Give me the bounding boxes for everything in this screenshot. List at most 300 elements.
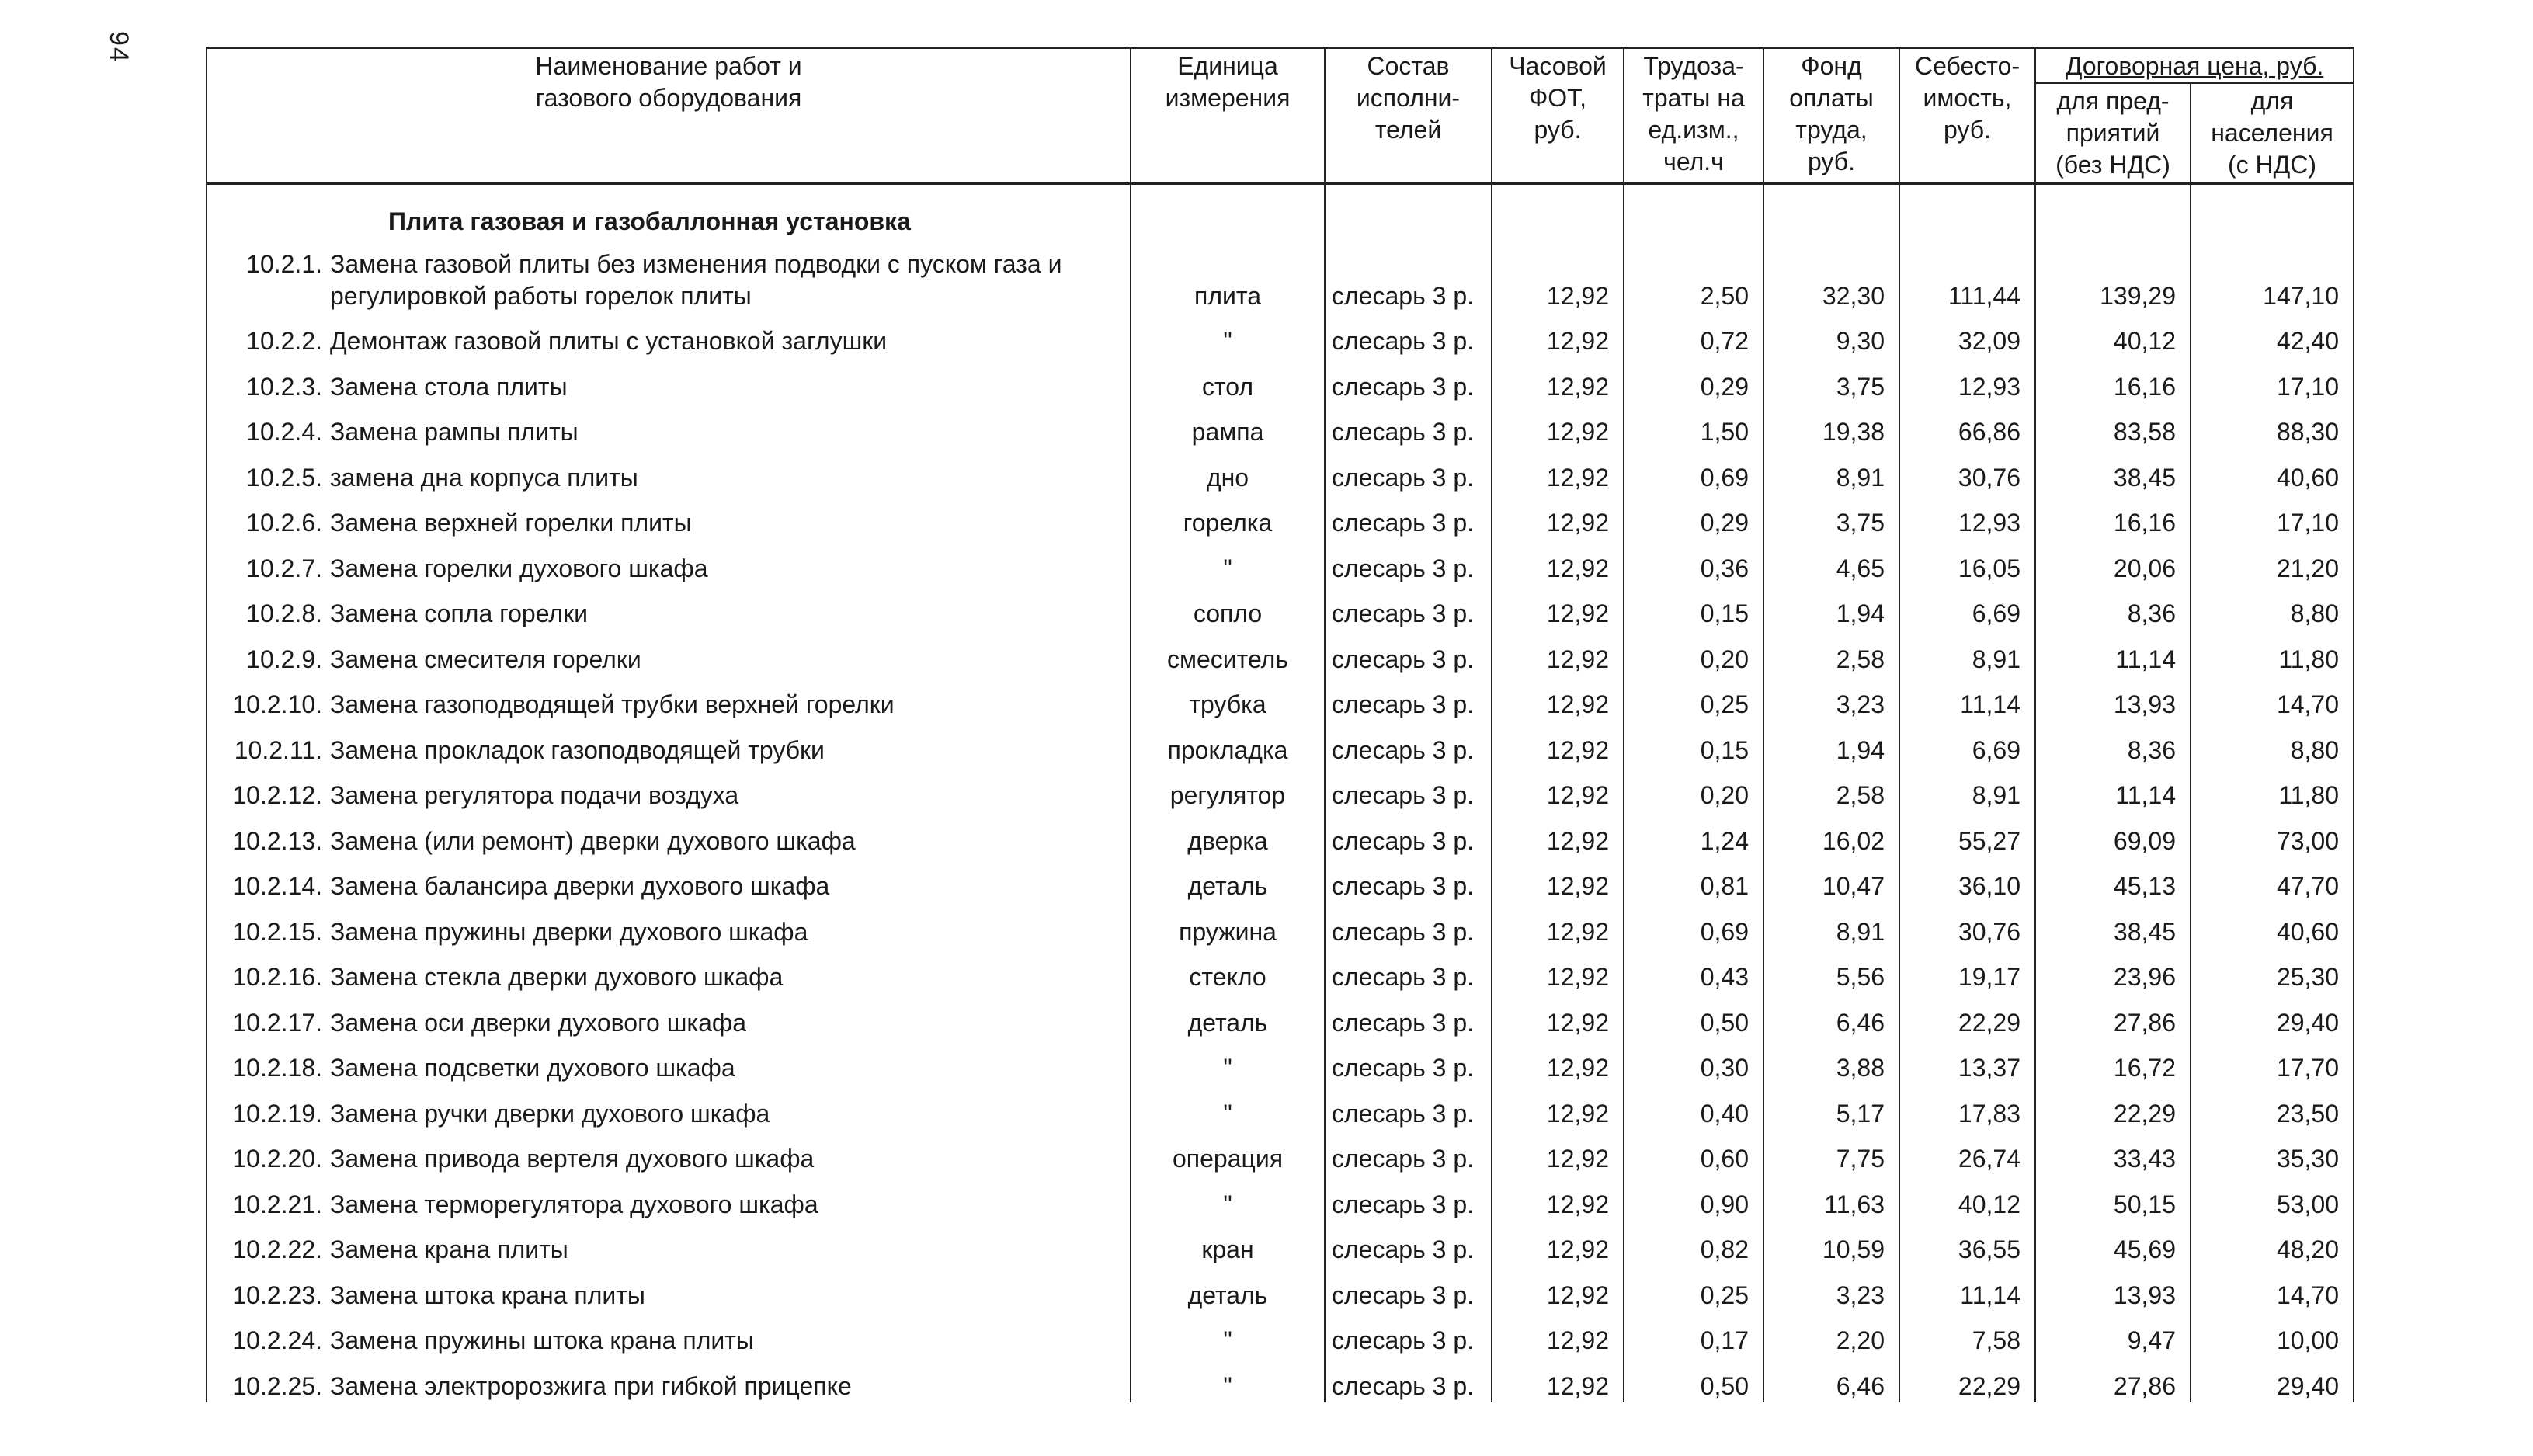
staff-cell: слесарь 3 р. (1325, 857, 1492, 903)
unit-cell: деталь (1131, 1266, 1325, 1312)
table-row (207, 948, 2354, 994)
wage-fund-cell: 1,94 (1763, 585, 1899, 631)
staff-cell: слесарь 3 р. (1325, 1221, 1492, 1267)
wage-fund-cell: 3,88 (1763, 1039, 1899, 1085)
work-name-cell (207, 403, 1131, 449)
unit-cell: плита (1131, 245, 1325, 312)
item-code: 10.2.22. (232, 1235, 322, 1264)
item-code: 10.2.4. (246, 418, 322, 447)
staff-cell: слесарь 3 р. (1325, 948, 1492, 994)
item-description: замена дна корпуса плиты (330, 463, 638, 492)
staff-cell: слесарь 3 р. (1325, 1266, 1492, 1312)
item-description: Замена (или ремонт) дверки духового шкафа (330, 826, 856, 855)
unit-cell: операция (1131, 1130, 1325, 1176)
item-code: 10.2.14. (232, 872, 322, 901)
staff-cell: слесарь 3 р. (1325, 245, 1492, 312)
section-title: Плита газовая и газобаллонная установка (388, 207, 911, 236)
price-table-container (206, 47, 2353, 1402)
hourly-rate-cell: 12,92 (1492, 1357, 1624, 1402)
price-enterprise-cell: 16,72 (2035, 1039, 2191, 1085)
item-code: 10.2.19. (232, 1099, 322, 1128)
cost-cell: 11,14 (1899, 1266, 2035, 1312)
header-rate (1492, 48, 1624, 184)
work-name-cell (207, 902, 1131, 948)
price-enterprise-cell: 23,96 (2035, 948, 2191, 994)
work-name-cell (207, 494, 1131, 540)
item-code: 10.2.13. (232, 826, 322, 855)
wage-fund-cell: 5,56 (1763, 948, 1899, 994)
item-description: Замена балансира дверки духового шкафа (330, 872, 830, 901)
labor-cell: 0,30 (1624, 1039, 1763, 1085)
table-row (207, 902, 2354, 948)
cost-cell: 12,93 (1899, 494, 2035, 540)
staff-cell: слесарь 3 р. (1325, 494, 1492, 540)
work-name-cell (207, 585, 1131, 631)
hourly-rate-cell: 12,92 (1492, 766, 1624, 812)
item-code: 10.2.24. (232, 1326, 322, 1355)
price-enterprise-cell: 20,06 (2035, 539, 2191, 585)
wage-fund-cell: 9,30 (1763, 312, 1899, 358)
labor-cell: 0,29 (1624, 357, 1763, 403)
table-row (207, 811, 2354, 857)
cost-cell: 12,93 (1899, 357, 2035, 403)
price-enterprise-cell: 38,45 (2035, 902, 2191, 948)
work-name-cell (207, 539, 1131, 585)
unit-cell: деталь (1131, 993, 1325, 1039)
cost-cell: 30,76 (1899, 902, 2035, 948)
item-code: 10.2.7. (246, 554, 322, 582)
staff-cell: слесарь 3 р. (1325, 448, 1492, 494)
item-code: 10.2.12. (232, 781, 322, 810)
hourly-rate-cell: 12,92 (1492, 811, 1624, 857)
hourly-rate-cell: 12,92 (1492, 312, 1624, 358)
price-enterprise-cell: 38,45 (2035, 448, 2191, 494)
header-staff-label: Состав исполни-телей (1356, 52, 1461, 144)
table-header (207, 48, 2354, 184)
labor-cell: 0,17 (1624, 1312, 1763, 1357)
hourly-rate-cell: 12,92 (1492, 448, 1624, 494)
hourly-rate-cell: 12,92 (1492, 1084, 1624, 1130)
labor-cell: 0,25 (1624, 676, 1763, 721)
price-population-cell: 11,80 (2191, 630, 2354, 676)
price-population-cell: 29,40 (2191, 1357, 2354, 1402)
staff-cell: слесарь 3 р. (1325, 403, 1492, 449)
price-enterprise-cell: 27,86 (2035, 1357, 2191, 1402)
work-name-cell (207, 676, 1131, 721)
cost-cell: 6,69 (1899, 721, 2035, 766)
price-population-cell: 17,10 (2191, 357, 2354, 403)
cost-cell: 7,58 (1899, 1312, 2035, 1357)
cost-cell: 8,91 (1899, 630, 2035, 676)
header-price-enterprise (2035, 83, 2191, 183)
price-enterprise-cell: 13,93 (2035, 676, 2191, 721)
price-enterprise-cell: 83,58 (2035, 403, 2191, 449)
wage-fund-cell: 10,47 (1763, 857, 1899, 903)
price-population-cell: 25,30 (2191, 948, 2354, 994)
table-row (207, 585, 2354, 631)
unit-cell: прокладка (1131, 721, 1325, 766)
item-description: Замена привода вертеля духового шкафа (330, 1145, 815, 1173)
unit-cell: " (1131, 1039, 1325, 1085)
table-row (207, 1221, 2354, 1267)
work-name-cell (207, 1130, 1131, 1176)
staff-cell: слесарь 3 р. (1325, 585, 1492, 631)
price-enterprise-cell: 45,13 (2035, 857, 2191, 903)
hourly-rate-cell: 12,92 (1492, 902, 1624, 948)
labor-cell: 0,40 (1624, 1084, 1763, 1130)
cost-cell: 26,74 (1899, 1130, 2035, 1176)
unit-cell: " (1131, 1357, 1325, 1402)
item-description: Замена пружины дверки духового шкафа (330, 917, 808, 946)
price-population-cell: 17,10 (2191, 494, 2354, 540)
hourly-rate-cell: 12,92 (1492, 1312, 1624, 1357)
item-code: 10.2.18. (232, 1054, 322, 1082)
unit-cell: " (1131, 1312, 1325, 1357)
item-description: Замена электророзжига при гибкой прицепке (330, 1371, 852, 1400)
header-fund (1763, 48, 1899, 184)
header-fund-label: Фонд оплаты труда, руб. (1789, 52, 1874, 175)
work-name-cell (207, 1221, 1131, 1267)
labor-cell: 0,15 (1624, 585, 1763, 631)
labor-cell: 0,25 (1624, 1266, 1763, 1312)
price-enterprise-cell: 45,69 (2035, 1221, 2191, 1267)
unit-cell: стекло (1131, 948, 1325, 994)
header-price-population-label: для населения (с НДС) (2211, 86, 2333, 179)
header-price-group: Договорная цена, руб. (2035, 48, 2354, 83)
table-row (207, 1130, 2354, 1176)
staff-cell: слесарь 3 р. (1325, 721, 1492, 766)
staff-cell: слесарь 3 р. (1325, 1130, 1492, 1176)
hourly-rate-cell: 12,92 (1492, 1039, 1624, 1085)
price-population-cell: 42,40 (2191, 312, 2354, 358)
section-title-cell (207, 183, 1131, 245)
price-population-cell: 23,50 (2191, 1084, 2354, 1130)
price-population-cell: 14,70 (2191, 1266, 2354, 1312)
price-enterprise-cell: 13,93 (2035, 1266, 2191, 1312)
table-row (207, 676, 2354, 721)
table-row (207, 245, 2354, 312)
unit-cell: стол (1131, 357, 1325, 403)
item-description: Замена стекла дверки духового шкафа (330, 963, 784, 992)
price-enterprise-cell: 11,14 (2035, 630, 2191, 676)
table-row (207, 539, 2354, 585)
work-name-cell (207, 630, 1131, 676)
price-population-cell: 73,00 (2191, 811, 2354, 857)
staff-cell: слесарь 3 р. (1325, 357, 1492, 403)
price-population-cell: 29,40 (2191, 993, 2354, 1039)
header-labor (1624, 48, 1763, 184)
price-enterprise-cell: 33,43 (2035, 1130, 2191, 1176)
cost-cell: 30,76 (1899, 448, 2035, 494)
labor-cell: 0,82 (1624, 1221, 1763, 1267)
wage-fund-cell: 6,46 (1763, 1357, 1899, 1402)
item-code: 10.2.10. (232, 690, 322, 719)
hourly-rate-cell: 12,92 (1492, 539, 1624, 585)
header-name-label: Наименование работ и газового оборудования (535, 52, 802, 112)
wage-fund-cell: 1,94 (1763, 721, 1899, 766)
work-name-cell (207, 811, 1131, 857)
wage-fund-cell: 10,59 (1763, 1221, 1899, 1267)
cost-cell: 66,86 (1899, 403, 2035, 449)
cost-cell: 55,27 (1899, 811, 2035, 857)
labor-cell: 0,50 (1624, 993, 1763, 1039)
cost-cell: 22,29 (1899, 993, 2035, 1039)
table-row (207, 494, 2354, 540)
hourly-rate-cell: 12,92 (1492, 948, 1624, 994)
work-name-cell (207, 245, 1131, 312)
unit-cell: горелка (1131, 494, 1325, 540)
labor-cell: 0,81 (1624, 857, 1763, 903)
header-cost-label: Себесто-имость, руб. (1914, 52, 2020, 144)
price-population-cell: 10,00 (2191, 1312, 2354, 1357)
work-name-cell (207, 448, 1131, 494)
table-row (207, 1312, 2354, 1357)
item-description: Замена газоподводящей трубки верхней горелки (330, 690, 895, 719)
header-price-enterprise-label: для пред-приятий (без НДС) (2055, 86, 2170, 179)
table-row (207, 403, 2354, 449)
wage-fund-cell: 3,23 (1763, 1266, 1899, 1312)
table-row (207, 1266, 2354, 1312)
item-description: Замена сопла горелки (330, 599, 588, 628)
table-row (207, 630, 2354, 676)
section-cell (1492, 183, 1624, 245)
unit-cell: регулятор (1131, 766, 1325, 812)
hourly-rate-cell: 12,92 (1492, 676, 1624, 721)
wage-fund-cell: 19,38 (1763, 403, 1899, 449)
work-name-cell (207, 1039, 1131, 1085)
item-code: 10.2.1. (246, 249, 322, 278)
header-name (207, 48, 1131, 184)
price-population-cell: 40,60 (2191, 448, 2354, 494)
staff-cell: слесарь 3 р. (1325, 811, 1492, 857)
cost-cell: 111,44 (1899, 245, 2035, 312)
item-code: 10.2.15. (232, 917, 322, 946)
unit-cell: " (1131, 539, 1325, 585)
section-cell (2035, 183, 2191, 245)
work-name-cell (207, 357, 1131, 403)
header-unit-label: Единица измерения (1165, 52, 1291, 112)
unit-cell: рампа (1131, 403, 1325, 449)
labor-cell: 0,20 (1624, 630, 1763, 676)
unit-cell: кран (1131, 1221, 1325, 1267)
price-population-cell: 11,80 (2191, 766, 2354, 812)
table-row (207, 721, 2354, 766)
item-code: 10.2.9. (246, 645, 322, 673)
labor-cell: 2,50 (1624, 245, 1763, 312)
staff-cell: слесарь 3 р. (1325, 1039, 1492, 1085)
item-code: 10.2.23. (232, 1281, 322, 1309)
header-labor-label: Трудоза-траты на ед.изм., чел.ч (1642, 52, 1745, 175)
wage-fund-cell: 7,75 (1763, 1130, 1899, 1176)
item-description: Замена рампы плиты (330, 418, 579, 447)
work-name-cell (207, 1175, 1131, 1221)
wage-fund-cell: 5,17 (1763, 1084, 1899, 1130)
wage-fund-cell: 32,30 (1763, 245, 1899, 312)
wage-fund-cell: 3,75 (1763, 357, 1899, 403)
section-cell (1131, 183, 1325, 245)
table-row (207, 1084, 2354, 1130)
staff-cell: слесарь 3 р. (1325, 1084, 1492, 1130)
staff-cell: слесарь 3 р. (1325, 1175, 1492, 1221)
section-cell (1325, 183, 1492, 245)
unit-cell: смеситель (1131, 630, 1325, 676)
unit-cell: " (1131, 312, 1325, 358)
wage-fund-cell: 11,63 (1763, 1175, 1899, 1221)
cost-cell: 11,14 (1899, 676, 2035, 721)
staff-cell: слесарь 3 р. (1325, 630, 1492, 676)
item-description: Замена оси дверки духового шкафа (330, 1008, 747, 1037)
header-unit (1131, 48, 1325, 184)
wage-fund-cell: 2,20 (1763, 1312, 1899, 1357)
item-description: Замена верхней горелки плиты (330, 509, 692, 537)
wage-fund-cell: 2,58 (1763, 630, 1899, 676)
labor-cell: 0,72 (1624, 312, 1763, 358)
cost-cell: 19,17 (1899, 948, 2035, 994)
item-description: Замена крана плиты (330, 1235, 568, 1264)
section-cell (1624, 183, 1763, 245)
labor-cell: 0,43 (1624, 948, 1763, 994)
hourly-rate-cell: 12,92 (1492, 857, 1624, 903)
item-code: 10.2.11. (234, 735, 322, 764)
price-population-cell: 17,70 (2191, 1039, 2354, 1085)
staff-cell: слесарь 3 р. (1325, 676, 1492, 721)
item-description: Замена регулятора подачи воздуха (330, 781, 739, 810)
cost-cell: 16,05 (1899, 539, 2035, 585)
hourly-rate-cell: 12,92 (1492, 1130, 1624, 1176)
table-row (207, 1357, 2354, 1402)
table-row (207, 993, 2354, 1039)
item-description: Замена штока крана плиты (330, 1281, 645, 1309)
labor-cell: 0,60 (1624, 1130, 1763, 1176)
table-row (207, 857, 2354, 903)
work-name-cell (207, 857, 1131, 903)
labor-cell: 1,24 (1624, 811, 1763, 857)
price-enterprise-cell: 69,09 (2035, 811, 2191, 857)
labor-cell: 0,69 (1624, 448, 1763, 494)
wage-fund-cell: 8,91 (1763, 902, 1899, 948)
item-code: 10.2.2. (246, 327, 322, 356)
labor-cell: 0,15 (1624, 721, 1763, 766)
hourly-rate-cell: 12,92 (1492, 403, 1624, 449)
item-description: Замена газовой плиты без изменения подводки с пуском газа и регулировкой работы горелок плиты (330, 249, 1062, 310)
work-name-cell (207, 1357, 1131, 1402)
table-row (207, 766, 2354, 812)
price-population-cell: 8,80 (2191, 585, 2354, 631)
cost-cell: 13,37 (1899, 1039, 2035, 1085)
price-enterprise-cell: 8,36 (2035, 585, 2191, 631)
hourly-rate-cell: 12,92 (1492, 1221, 1624, 1267)
item-code: 10.2.5. (246, 463, 322, 492)
item-description: Замена пружины штока крана плиты (330, 1326, 754, 1355)
price-population-cell: 48,20 (2191, 1221, 2354, 1267)
price-enterprise-cell: 50,15 (2035, 1175, 2191, 1221)
wage-fund-cell: 6,46 (1763, 993, 1899, 1039)
hourly-rate-cell: 12,92 (1492, 585, 1624, 631)
work-name-cell (207, 721, 1131, 766)
wage-fund-cell: 4,65 (1763, 539, 1899, 585)
item-code: 10.2.6. (246, 509, 322, 537)
price-population-cell: 147,10 (2191, 245, 2354, 312)
hourly-rate-cell: 12,92 (1492, 993, 1624, 1039)
price-enterprise-cell: 16,16 (2035, 357, 2191, 403)
unit-cell: сопло (1131, 585, 1325, 631)
table-row (207, 448, 2354, 494)
item-code: 10.2.3. (246, 372, 322, 401)
hourly-rate-cell: 12,92 (1492, 494, 1624, 540)
labor-cell: 0,20 (1624, 766, 1763, 812)
item-code: 10.2.25. (232, 1371, 322, 1400)
table-row (207, 1039, 2354, 1085)
header-cost (1899, 48, 2035, 184)
cost-cell: 22,29 (1899, 1357, 2035, 1402)
work-name-cell (207, 993, 1131, 1039)
wage-fund-cell: 3,75 (1763, 494, 1899, 540)
section-cell (1763, 183, 1899, 245)
labor-cell: 1,50 (1624, 403, 1763, 449)
price-enterprise-cell: 8,36 (2035, 721, 2191, 766)
unit-cell: " (1131, 1175, 1325, 1221)
cost-cell: 6,69 (1899, 585, 2035, 631)
unit-cell: пружина (1131, 902, 1325, 948)
hourly-rate-cell: 12,92 (1492, 721, 1624, 766)
hourly-rate-cell: 12,92 (1492, 245, 1624, 312)
labor-cell: 0,29 (1624, 494, 1763, 540)
price-enterprise-cell: 16,16 (2035, 494, 2191, 540)
hourly-rate-cell: 12,92 (1492, 1266, 1624, 1312)
wage-fund-cell: 3,23 (1763, 676, 1899, 721)
unit-cell: " (1131, 1084, 1325, 1130)
item-description: Замена терморегулятора духового шкафа (330, 1190, 818, 1218)
cost-cell: 36,10 (1899, 857, 2035, 903)
work-name-cell (207, 1084, 1131, 1130)
item-description: Замена подсветки духового шкафа (330, 1054, 735, 1082)
price-population-cell: 88,30 (2191, 403, 2354, 449)
work-name-cell (207, 948, 1131, 994)
staff-cell: слесарь 3 р. (1325, 902, 1492, 948)
hourly-rate-cell: 12,92 (1492, 630, 1624, 676)
section-row (207, 183, 2354, 245)
hourly-rate-cell: 12,92 (1492, 1175, 1624, 1221)
work-name-cell (207, 312, 1131, 358)
item-code: 10.2.16. (232, 963, 322, 992)
cost-cell: 32,09 (1899, 312, 2035, 358)
staff-cell: слесарь 3 р. (1325, 539, 1492, 585)
item-code: 10.2.8. (246, 599, 322, 628)
page-number: 94 (104, 31, 134, 64)
header-staff (1325, 48, 1492, 184)
staff-cell: слесарь 3 р. (1325, 312, 1492, 358)
item-description: Замена смесителя горелки (330, 645, 641, 673)
price-population-cell: 8,80 (2191, 721, 2354, 766)
price-enterprise-cell: 27,86 (2035, 993, 2191, 1039)
work-name-cell (207, 1266, 1131, 1312)
item-description: Замена ручки дверки духового шкафа (330, 1099, 770, 1128)
header-rate-label: Часовой ФОТ, руб. (1509, 52, 1607, 144)
labor-cell: 0,90 (1624, 1175, 1763, 1221)
wage-fund-cell: 2,58 (1763, 766, 1899, 812)
labor-cell: 0,69 (1624, 902, 1763, 948)
section-cell (2191, 183, 2354, 245)
unit-cell: дно (1131, 448, 1325, 494)
price-enterprise-cell: 22,29 (2035, 1084, 2191, 1130)
item-code: 10.2.20. (232, 1145, 322, 1173)
price-enterprise-cell: 139,29 (2035, 245, 2191, 312)
price-enterprise-cell: 9,47 (2035, 1312, 2191, 1357)
hourly-rate-cell: 12,92 (1492, 357, 1624, 403)
price-population-cell: 53,00 (2191, 1175, 2354, 1221)
work-name-cell (207, 766, 1131, 812)
labor-cell: 0,50 (1624, 1357, 1763, 1402)
